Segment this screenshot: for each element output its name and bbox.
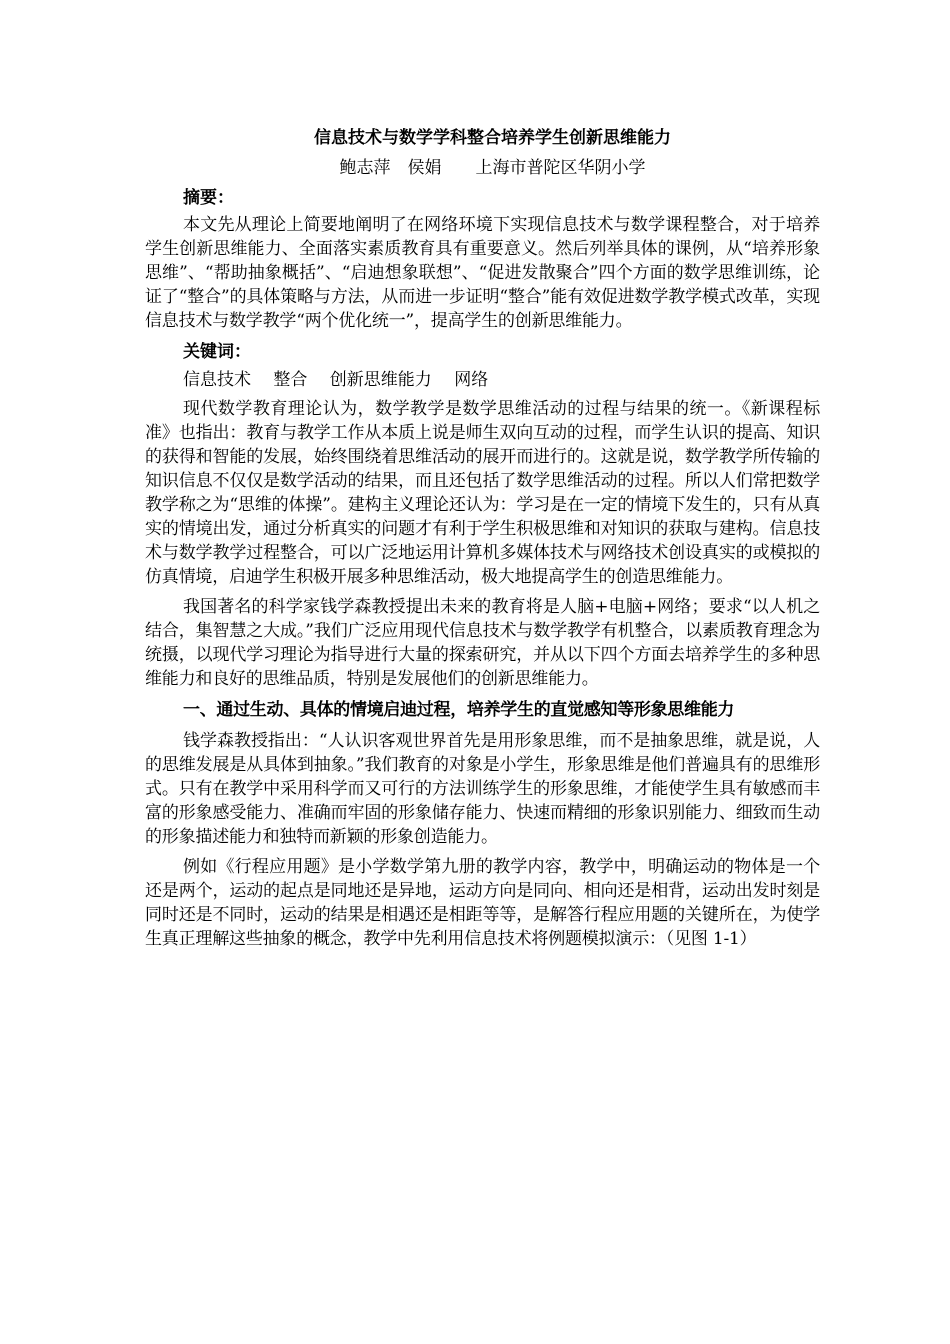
section-paragraph: 钱学森教授指出：“人认识客观世界首先是用形象思维，而不是抽象思维，就是说，人的思维发展是从具体到抽象。”我们教育的对象是小学生，形象思维是他们普遍具有的思维形式。只有在教学中采用科学而又可行的方法训练学生的形象思维，才能使学生具有敏感而丰富的形象感受能力、准确而牢固的形象储存能力、快速而精细的形象识别能力、细致而生动的形象描述能力和独特而新颖的形象创造能力。 <box>145 731 820 847</box>
body-paragraph: 我国著名的科学家钱学森教授提出未来的教育将是人脑+电脑+网络；要求“以人机之结合，集智慧之大成。”我们广泛应用现代信息技术与数学教学有机整合，以素质教育理念为统摄，以现代学习理论为指导进行大量的探索研究，并从以下四个方面去培养学生的多种思维能力和良好的思维品质，特别是发展他们的创新思维能力。 <box>145 597 820 689</box>
abstract-heading: 摘要： <box>183 188 234 208</box>
keywords-heading: 关键词： <box>183 342 251 362</box>
section-heading: 一、通过生动、具体的情境启迪过程，培养学生的直觉感知等形象思维能力 <box>183 700 735 720</box>
document-page <box>145 125 820 957</box>
body-paragraph: 现代数学教育理论认为，数学教学是数学思维活动的过程与结果的统一。《新课程标准》也指出：教育与教学工作从本质上说是师生双向互动的过程，而学生认识的提高、知识的获得和智能的发展，始终围绕着思维活动的展开而进行的。这就是说，数学教学所传输的知识信息不仅仅是数学活动的结果，而且还包括了数学思维活动的过程。所以人们常把数学教学称之为“思维的体操”。建构主义理论还认为：学习是在一定的情境下发生的，只有从真实的情境出发，通过分析真实的问题才有利于学生积极思维和对知识的获取与建构。信息技术与数学教学过程整合，可以广泛地运用计算机多媒体技术与网络技术创设真实的或模拟的仿真情境，启迪学生积极开展多种思维活动，极大地提高学生的创造思维能力。 <box>145 399 820 587</box>
keywords-line: 信息技术 整合 创新思维能力 网络 <box>183 370 489 390</box>
abstract-paragraph: 本文先从理论上简要地阐明了在网络环境下实现信息技术与数学课程整合，对于培养学生创新思维能力、全面落实素质教育具有重要意义。然后列举具体的课例，从“培养形象思维”、“帮助抽象概括”、“启迪想象联想”、“促进发散聚合”四个方面的数学思维训练，论证了“整合”的具体策略与方法，从而进一步证明“整合”能有效促进数学教学模式改革，实现信息技术与数学教学“两个优化统一”，提高学生的创新思维能力。 <box>145 215 820 331</box>
document-title: 信息技术与数学学科整合培养学生创新思维能力 <box>314 128 671 148</box>
section-paragraph: 例如《行程应用题》是小学数学第九册的教学内容，教学中，明确运动的物体是一个还是两个，运动的起点是同地还是异地，运动方向是同向、相向还是相背，运动出发时刻是同时还是不同时，运动的结果是相遇还是相距等等，是解答行程应用题的关键所在，为使学生真正理解这些抽象的概念，教学中先利用信息技术将例题模拟演示：（见图 1-1） <box>145 857 820 949</box>
authors-line: 鲍志萍 侯娟 上海市普陀区华阴小学 <box>339 158 646 178</box>
